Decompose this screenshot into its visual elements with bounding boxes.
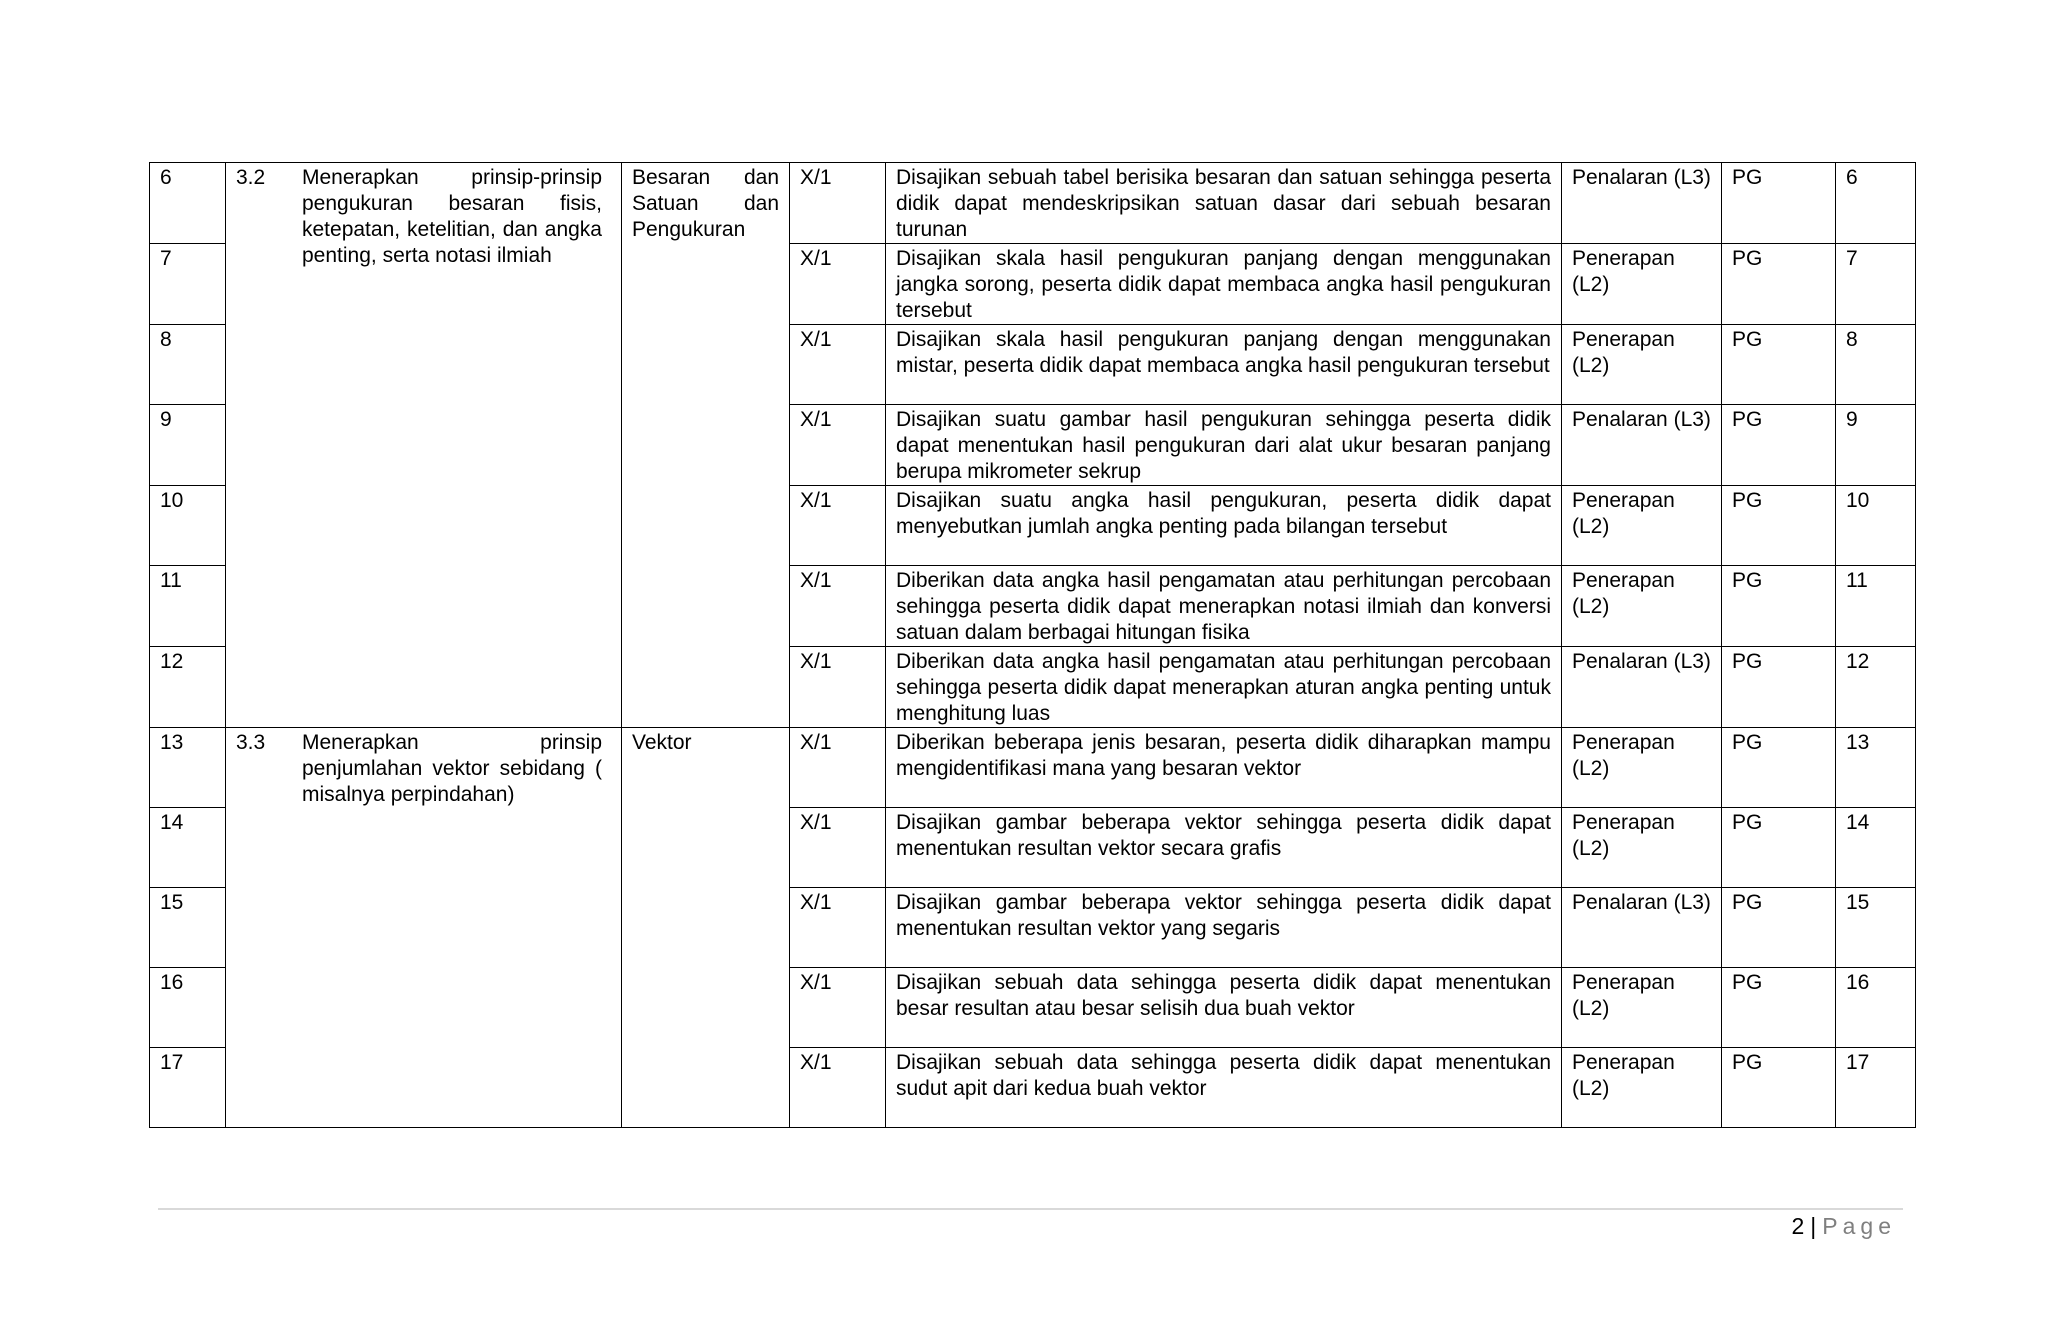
question-form-cell: PG [1722,566,1836,647]
cognitive-level-cell: Penerapan (L2) [1562,808,1722,888]
cognitive-level-cell: Penalaran (L3) [1562,888,1722,968]
class-semester-cell: X/1 [790,728,886,808]
class-semester-cell: X/1 [790,566,886,647]
cognitive-level-cell: Penerapan (L2) [1562,968,1722,1048]
indicator-cell: Disajikan suatu gambar hasil pengukuran sehingga peserta didik dapat menentukan hasil pengukuran dari alat ukur besaran panjang berupa mikrometer sekrup [886,405,1562,486]
class-semester-cell: X/1 [790,888,886,968]
footer-separator: | [1810,1213,1817,1239]
competency-text: Menerapkan prinsip-prinsip pengukuran besaran fisis, ketepatan, ketelitian, dan angka penting, serta notasi ilmiah [302,166,602,267]
item-number-cell: 15 [1836,888,1916,968]
class-semester-cell: X/1 [790,968,886,1048]
cognitive-level-cell: Penerapan (L2) [1562,566,1722,647]
row-number-cell: 15 [150,888,226,968]
class-semester-cell: X/1 [790,647,886,728]
class-semester-cell: X/1 [790,405,886,486]
row-number-cell: 10 [150,486,226,566]
material-cell: Besaran dan Satuan dan Pengukuran [622,163,790,728]
basic-competency-cell [226,163,622,728]
item-number-cell: 9 [1836,405,1916,486]
item-number-cell: 8 [1836,325,1916,405]
footer-divider [158,1208,1903,1210]
indicator-cell: Disajikan skala hasil pengukuran panjang dengan menggunakan jangka sorong, peserta didik dapat membaca angka hasil pengukuran tersebut [886,244,1562,325]
question-form-cell: PG [1722,647,1836,728]
question-form-cell: PG [1722,325,1836,405]
indicator-cell: Disajikan skala hasil pengukuran panjang dengan menggunakan mistar, peserta didik dapat membaca angka hasil pengukuran tersebut [886,325,1562,405]
question-form-cell: PG [1722,808,1836,888]
class-semester-cell: X/1 [790,163,886,244]
basic-competency-cell [226,728,622,1128]
item-number-cell: 7 [1836,244,1916,325]
row-number-cell: 7 [150,244,226,325]
question-form-cell: PG [1722,888,1836,968]
indicator-cell: Disajikan gambar beberapa vektor sehingga peserta didik dapat menentukan resultan vektor yang segaris [886,888,1562,968]
question-form-cell: PG [1722,244,1836,325]
class-semester-cell: X/1 [790,1048,886,1128]
indicator-cell: Diberikan data angka hasil pengamatan atau perhitungan percobaan sehingga peserta didik dapat menerapkan notasi ilmiah dan konversi satuan dalam berbagai hitungan fisika [886,566,1562,647]
competency-code: 3.2 [236,166,266,189]
cognitive-level-cell: Penerapan (L2) [1562,486,1722,566]
item-number-cell: 17 [1836,1048,1916,1128]
question-form-cell: PG [1722,1048,1836,1128]
indicator-cell: Diberikan data angka hasil pengamatan atau perhitungan percobaan sehingga peserta didik dapat menerapkan aturan angka penting untuk menghitung luas [886,647,1562,728]
question-form-cell: PG [1722,728,1836,808]
indicator-cell: Disajikan suatu angka hasil pengukuran, peserta didik dapat menyebutkan jumlah angka penting pada bilangan tersebut [886,486,1562,566]
indicator-cell: Disajikan sebuah data sehingga peserta didik dapat menentukan besar resultan atau besar selisih dua buah vektor [886,968,1562,1048]
cognitive-level-cell: Penerapan (L2) [1562,1048,1722,1128]
material-cell: Vektor [622,728,790,1128]
indicator-cell: Disajikan sebuah data sehingga peserta didik dapat menentukan sudut apit dari kedua buah vektor [886,1048,1562,1128]
competency-text: Menerapkan prinsip penjumlahan vektor sebidang ( misalnya perpindahan) [302,731,602,806]
row-number-cell: 14 [150,808,226,888]
competency-code: 3.3 [236,731,266,754]
class-semester-cell: X/1 [790,486,886,566]
item-number-cell: 10 [1836,486,1916,566]
item-number-cell: 14 [1836,808,1916,888]
row-number-cell: 8 [150,325,226,405]
item-number-cell: 6 [1836,163,1916,244]
page-footer [1792,1213,1897,1240]
cognitive-level-cell: Penerapan (L2) [1562,728,1722,808]
class-semester-cell: X/1 [790,808,886,888]
blueprint-table [149,162,1916,1128]
cognitive-level-cell: Penerapan (L2) [1562,325,1722,405]
question-form-cell: PG [1722,405,1836,486]
row-number-cell: 9 [150,405,226,486]
page-label: Page [1822,1213,1896,1239]
table-row [150,163,1916,244]
row-number-cell: 13 [150,728,226,808]
row-number-cell: 17 [150,1048,226,1128]
item-number-cell: 11 [1836,566,1916,647]
cognitive-level-cell: Penalaran (L3) [1562,163,1722,244]
row-number-cell: 11 [150,566,226,647]
question-form-cell: PG [1722,486,1836,566]
item-number-cell: 13 [1836,728,1916,808]
row-number-cell: 16 [150,968,226,1048]
row-number-cell: 12 [150,647,226,728]
indicator-cell: Disajikan gambar beberapa vektor sehingga peserta didik dapat menentukan resultan vektor secara grafis [886,808,1562,888]
table-body [150,163,1916,1128]
table-row [150,728,1916,808]
indicator-cell: Disajikan sebuah tabel berisika besaran dan satuan sehingga peserta didik dapat mendeskripsikan satuan dasar dari sebuah besaran turunan [886,163,1562,244]
cognitive-level-cell: Penalaran (L3) [1562,647,1722,728]
row-number-cell: 6 [150,163,226,244]
question-form-cell: PG [1722,163,1836,244]
cognitive-level-cell: Penerapan (L2) [1562,244,1722,325]
item-number-cell: 16 [1836,968,1916,1048]
class-semester-cell: X/1 [790,244,886,325]
cognitive-level-cell: Penalaran (L3) [1562,405,1722,486]
question-form-cell: PG [1722,968,1836,1048]
page-number: 2 [1791,1213,1805,1239]
class-semester-cell: X/1 [790,325,886,405]
indicator-cell: Diberikan beberapa jenis besaran, peserta didik diharapkan mampu mengidentifikasi mana yang besaran vektor [886,728,1562,808]
item-number-cell: 12 [1836,647,1916,728]
